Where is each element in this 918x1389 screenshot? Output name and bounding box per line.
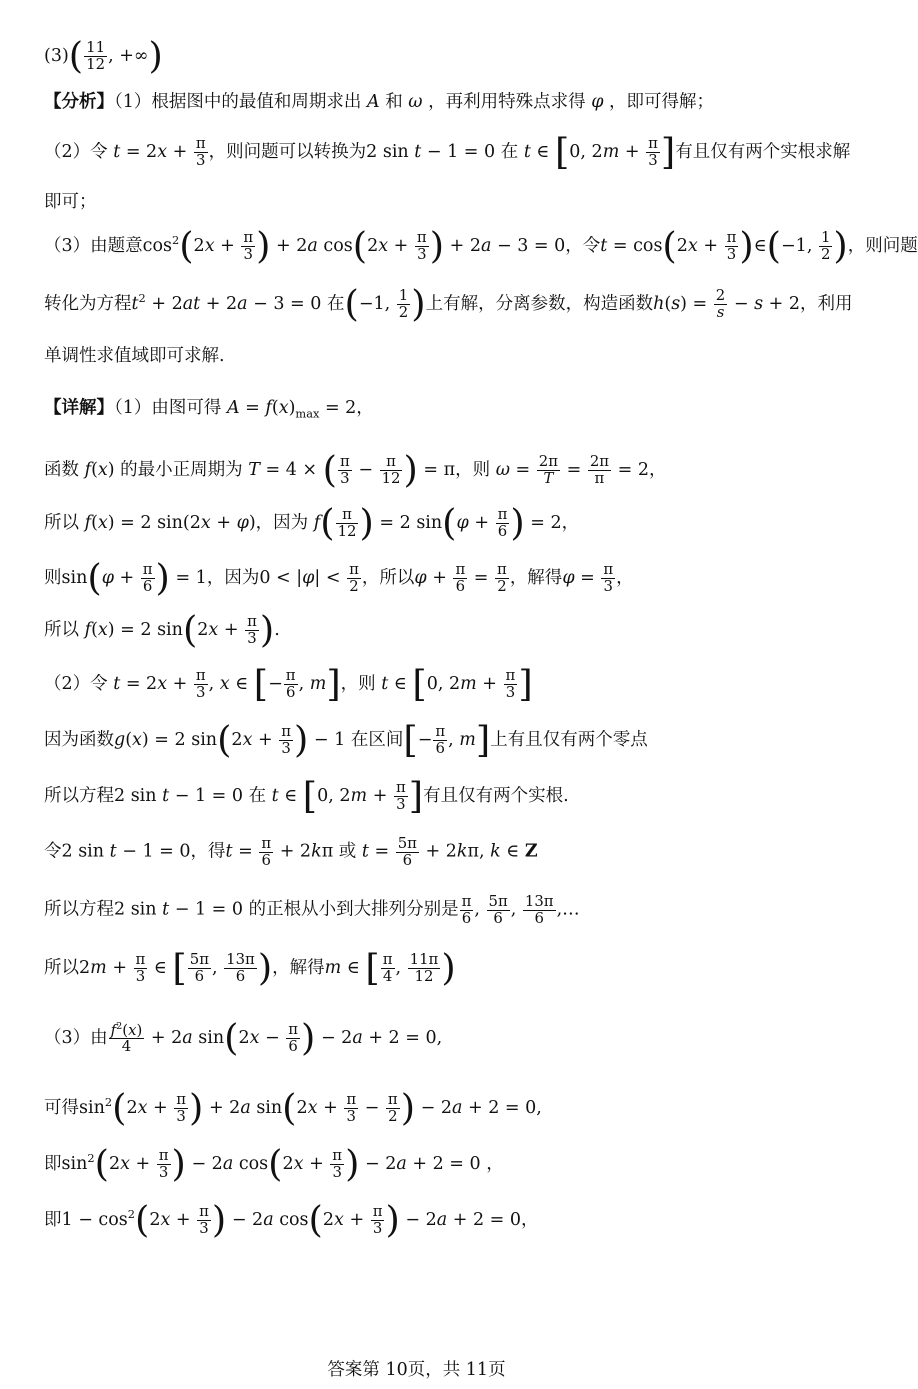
- analysis-line-4: 转化为方程$t^2 + 2at + 2a - 3 = 0$ 在(−1, $\frac{1}{2}$ )上有解，分离参数，构造函数h(s) = $\frac{2}{s}$ − s + 2，利用: [44, 282, 853, 325]
- detail2-line-1: （2）令 t = 2x + $\frac{\pi}{3}$ , x ∈ [− $\frac{\pi}{6}$ , m]，则 t ∈ [0, 2m + $\frac{\pi}{3}$ ]: [44, 662, 533, 705]
- detail3-line-4: 即$1 - \cos^2(2x$ + $\frac{\pi}{3}$ ) − 2a cos(2x + $\frac{\pi}{3}$ ) − 2a + 2 = 0，: [44, 1198, 539, 1241]
- detail2-line-4: 令2 sin t − 1 = 0，得t = $\frac{\pi}{6}$ + 2kπ 或 t = $\frac{5\pi}{6}$ + 2kπ, k ∈ Z: [44, 834, 538, 869]
- detail-so-line: 所以 f(x) = 2 sin(2x + φ)，因为 f( $\frac{\pi}{12}$ ) = 2 sin(φ + $\frac{\pi}{6}$ ) = 2，: [44, 501, 580, 544]
- detail2-line-2: 因为函数g(x) = 2 sin(2x + $\frac{\pi}{3}$ ) − 1 在区间[− $\frac{\pi}{6}$ , m]上有且仅有两个零点: [44, 718, 648, 761]
- detail3-line-2: 可得$\sin^2(2x$ + $\frac{\pi}{3}$ ) + 2a sin(2x + $\frac{\pi}{3}$ − $\frac{\pi}{2}$ ) − 2a + 2 = 0,: [44, 1086, 542, 1129]
- analysis-line-2: （2）令 t = 2x + $\frac{\pi}{3}$ ，则问题可以转换为2 sin t − 1 = 0 在 t ∈ [0, 2m + $\frac{\pi}{3}$ ]有且仅有两个实根求解: [44, 130, 851, 173]
- detail-then-line: 则sin(φ + $\frac{\pi}{6}$ ) = 1，因为0 < |φ| < $\frac{\pi}{2}$ ，所以φ + $\frac{\pi}{6}$ = $\frac{\pi}{2}$ ，解得φ = $\frac{\pi}{3}$ ，: [44, 556, 634, 599]
- detail2-line-5: 所以方程2 sin t − 1 = 0 的正根从小到大排列分别是 $\frac{\pi}{6}$ , $\frac{5\pi}{6}$ , $\frac{13\pi}{6}$ ,…: [44, 892, 580, 927]
- analysis-line-5: 单调性求值域即可求解.: [44, 346, 225, 366]
- analysis-heading: 【分析】: [44, 92, 114, 112]
- answer-3-line: (3)( $\frac{11}{12}$ , +∞): [44, 34, 163, 77]
- detail-line-1: 【详解】（1）由图可得 $A = f(x)_{max} = 2$，: [44, 398, 374, 421]
- detail-period-line: 函数 f(x) 的最小正周期为 T = 4 × ( $\frac{\pi}{3}$ − $\frac{\pi}{12}$ ) = π，则 ω = $\frac{2\pi}{T}$ = $\frac{2\pi}{\pi}$ = 2，: [44, 448, 667, 491]
- detail-heading: 【详解】: [44, 398, 114, 418]
- detail2-line-6: 所以2m + $\frac{\pi}{3}$ ∈ [ $\frac{5\pi}{6}$ , $\frac{13\pi}{6}$ )，解得m ∈ [ $\frac{\pi}{4}$ , $\frac{11\pi}{12}$ ): [44, 946, 456, 989]
- analysis-line-2-end: 即可；: [44, 192, 97, 212]
- detail3-line-1: （3）由 $\frac{f^2(x)}{4}$ + 2a sin(2x − $\frac{\pi}{6}$ ) − 2a + 2 = 0,: [44, 1016, 443, 1059]
- page-footer: 答案第 10页，共 11页: [327, 1360, 506, 1380]
- detail3-line-3: 即$\sin^2(2x$ + $\frac{\pi}{3}$ ) − 2a cos(2x + $\frac{\pi}{3}$ ) − 2a + 2 = 0 ，: [44, 1142, 504, 1185]
- analysis-line-1: 【分析】（1）根据图中的最值和周期求出 A 和 ω ，再利用特殊点求得 φ ，即可得解；: [44, 92, 715, 112]
- detail2-line-3: 所以方程2 sin t − 1 = 0 在 t ∈ [0, 2m + $\frac{\pi}{3}$ ]有且仅有两个实根.: [44, 774, 569, 817]
- detail-so2-line: 所以 f(x) = 2 sin(2x + $\frac{\pi}{3}$ ).: [44, 608, 280, 651]
- analysis-line-3: （3）由题意$\cos^2(2x$ + $\frac{\pi}{3}$ ) + 2a cos(2x + $\frac{\pi}{3}$ ) + 2a − 3 = 0，令t = cos(2x + $\frac{\pi}{3}$ )∈(−1, $\frac{1}{2}$ )，则问题: [44, 224, 918, 267]
